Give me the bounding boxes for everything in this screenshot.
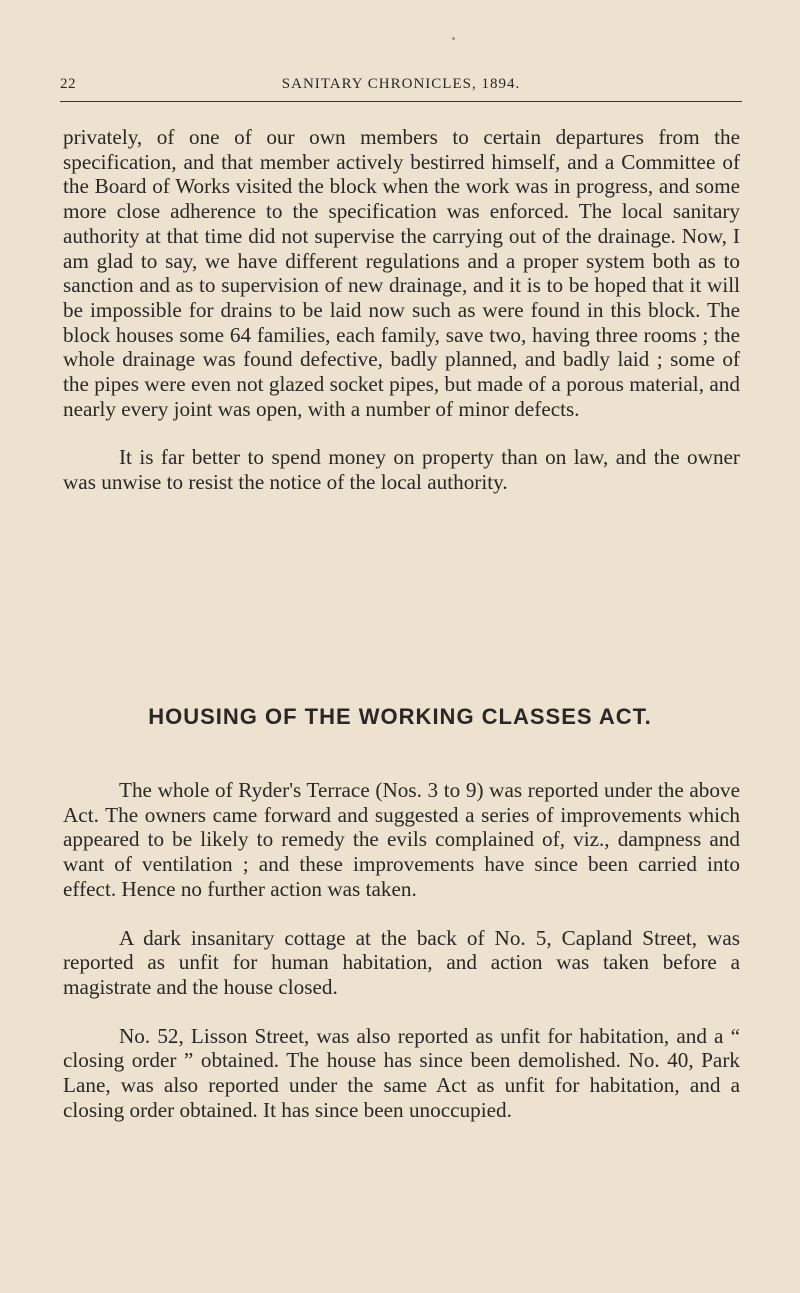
running-head: [60, 76, 742, 98]
paragraph-ryders-terrace: The whole of Ryder's Terrace (Nos. 3 to 9) was reported under the above Act. The owners came forward and suggested a series of improvements which appeared to be likely to remedy the evils complained of, viz., dampness and want of ventilation ; and these improvements have since been carried into effect. Hence no further action was taken.: [63, 778, 740, 901]
section-heading: HOUSING OF THE WORKING CLASSES ACT.: [148, 704, 652, 729]
body-text-top: [63, 125, 740, 495]
header-rule: [60, 101, 742, 102]
paragraph-lisson-street: No. 52, Lisson Street, was also reported as unfit for habitation, and a “ closing order ” obtained. The house has since been demolished. No. 40, Park Lane, was also reported under the same Act as unfit for habitation, and a closing order obtained. It has since been unoccupied.: [63, 1023, 740, 1122]
page-number: 22: [60, 76, 76, 92]
running-title: SANITARY CHRONICLES, 1894.: [281, 76, 521, 92]
paragraph-capland-street: A dark insanitary cottage at the back of No. 5, Capland Street, was reported as unfit for human habitation, and action was taken before a magistrate and the house closed.: [63, 925, 740, 999]
paragraph-law: It is far better to spend money on property than on law, and the owner was unwise to resist the notice of the local authority.: [63, 445, 740, 495]
paper-speck: [452, 37, 455, 40]
body-text-bottom: [63, 778, 740, 1122]
paragraph-continuation: privately, of one of our own members to certain departures from the specification, and that member actively bestirred himself, and a Committee of the Board of Works visited the block when the work was in progress, and some more close adherence to the specification was enforced. The local sanitary authority at that time did not supervise the carrying out of the drainage. Now, I am glad to say, we have different regulations and a proper system both as to sanction and as to supervision of new drainage, and it is to be hoped that it will be impossible for drains to be laid now such as were found in this block. The block houses some 64 families, each family, save two, having three rooms ; the whole drainage was found defective, badly planned, and badly laid ; some of the pipes were even not glazed socket pipes, but made of a porous material, and nearly every joint was open, with a number of minor defects.: [63, 125, 740, 421]
